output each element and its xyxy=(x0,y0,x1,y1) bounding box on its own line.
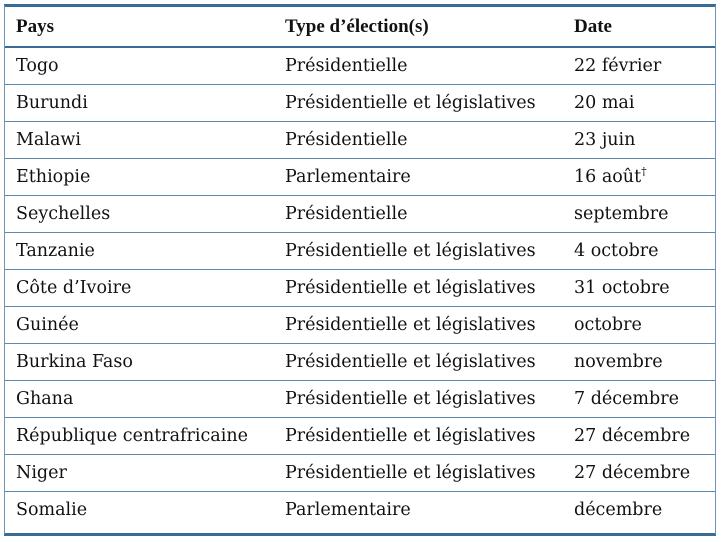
election-type-cell: Présidentielle xyxy=(274,195,563,232)
date-cell: septembre xyxy=(563,195,715,232)
country-cell: Ghana xyxy=(5,380,274,417)
date-cell: 22 février xyxy=(563,47,715,84)
table-row xyxy=(5,269,715,306)
date-cell: 20 mai xyxy=(563,84,715,121)
table-row xyxy=(5,121,715,158)
elections-table-frame xyxy=(4,4,716,536)
election-type-cell: Présidentielle xyxy=(274,121,563,158)
country-cell: Tanzanie xyxy=(5,232,274,269)
table-row xyxy=(5,380,715,417)
date-cell: 31 octobre xyxy=(563,269,715,306)
country-cell: République centrafricaine xyxy=(5,417,274,454)
table-row xyxy=(5,195,715,232)
date-text: 16 août xyxy=(574,166,642,187)
date-cell: décembre xyxy=(563,491,715,528)
header-country: Pays xyxy=(5,7,274,47)
country-cell: Côte d’Ivoire xyxy=(5,269,274,306)
country-cell: Guinée xyxy=(5,306,274,343)
elections-table xyxy=(5,7,715,528)
table-row xyxy=(5,84,715,121)
table-row xyxy=(5,417,715,454)
country-cell: Somalie xyxy=(5,491,274,528)
country-cell: Seychelles xyxy=(5,195,274,232)
table-row xyxy=(5,343,715,380)
country-cell: Niger xyxy=(5,454,274,491)
country-cell: Burundi xyxy=(5,84,274,121)
date-cell: octobre xyxy=(563,306,715,343)
date-cell: 23 juin xyxy=(563,121,715,158)
date-cell: 27 décembre xyxy=(563,454,715,491)
date-cell xyxy=(563,158,715,195)
election-type-cell: Présidentielle et législatives xyxy=(274,306,563,343)
election-type-cell: Parlementaire xyxy=(274,158,563,195)
election-type-cell: Présidentielle et législatives xyxy=(274,269,563,306)
country-cell: Malawi xyxy=(5,121,274,158)
date-cell: novembre xyxy=(563,343,715,380)
election-type-cell: Présidentielle et législatives xyxy=(274,84,563,121)
election-type-cell: Parlementaire xyxy=(274,491,563,528)
table-row xyxy=(5,491,715,528)
header-date: Date xyxy=(563,7,715,47)
date-cell: 7 décembre xyxy=(563,380,715,417)
country-cell: Burkina Faso xyxy=(5,343,274,380)
election-type-cell: Présidentielle et législatives xyxy=(274,417,563,454)
election-type-cell: Présidentielle et législatives xyxy=(274,232,563,269)
table-row xyxy=(5,158,715,195)
footnote-dagger: † xyxy=(641,164,647,178)
country-cell: Ethiopie xyxy=(5,158,274,195)
date-cell: 4 octobre xyxy=(563,232,715,269)
election-type-cell: Présidentielle xyxy=(274,47,563,84)
header-election-type: Type d’élection(s) xyxy=(274,7,563,47)
election-type-cell: Présidentielle et législatives xyxy=(274,343,563,380)
election-type-cell: Présidentielle et législatives xyxy=(274,380,563,417)
table-header-row xyxy=(5,7,715,47)
date-cell: 27 décembre xyxy=(563,417,715,454)
table-row xyxy=(5,454,715,491)
table-row xyxy=(5,306,715,343)
table-row xyxy=(5,47,715,84)
election-type-cell: Présidentielle et législatives xyxy=(274,454,563,491)
table-row xyxy=(5,232,715,269)
country-cell: Togo xyxy=(5,47,274,84)
